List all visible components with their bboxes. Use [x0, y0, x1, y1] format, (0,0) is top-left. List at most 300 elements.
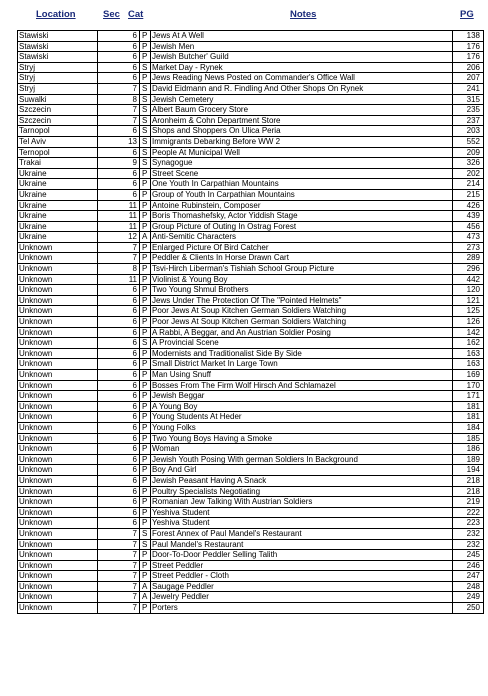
cat-cell: S	[140, 94, 151, 105]
table-row	[18, 73, 484, 84]
sec-cell: 7	[98, 115, 140, 126]
notes-cell: Market Day - Rynek	[151, 62, 453, 73]
cat-cell: S	[140, 528, 151, 539]
notes-cell: Yeshiva Student	[151, 507, 453, 518]
location-cell: Unknown	[18, 518, 98, 529]
header-cat: Cat	[128, 9, 144, 20]
table-row	[18, 327, 484, 338]
sec-cell: 6	[98, 391, 140, 402]
page-cell: 248	[453, 581, 484, 592]
cat-cell: P	[140, 497, 151, 508]
table-row	[18, 338, 484, 349]
location-cell: Suwalki	[18, 94, 98, 105]
table-row	[18, 232, 484, 243]
page-cell: 232	[453, 528, 484, 539]
page-cell: 245	[453, 550, 484, 561]
table-row	[18, 62, 484, 73]
sec-cell: 6	[98, 475, 140, 486]
table-row	[18, 211, 484, 222]
notes-cell: People At Municipal Well	[151, 147, 453, 158]
page-cell: 142	[453, 327, 484, 338]
notes-cell: Immigrants Debarking Before WW 2	[151, 136, 453, 147]
page-cell: 163	[453, 348, 484, 359]
notes-cell: Young Students At Heder	[151, 412, 453, 423]
notes-cell: Poor Jews At Soup Kitchen German Soldiers Watching	[151, 306, 453, 317]
page-cell: 186	[453, 444, 484, 455]
notes-cell: A Young Boy	[151, 401, 453, 412]
notes-cell: Antoine Rubinstein, Composer	[151, 200, 453, 211]
cat-cell: S	[140, 115, 151, 126]
location-cell: Unknown	[18, 507, 98, 518]
page-cell: 218	[453, 475, 484, 486]
table-row	[18, 115, 484, 126]
table-row	[18, 94, 484, 105]
page-cell: 241	[453, 83, 484, 94]
location-cell: Unknown	[18, 348, 98, 359]
cat-cell: P	[140, 31, 151, 42]
table-row	[18, 136, 484, 147]
cat-cell: A	[140, 592, 151, 603]
notes-cell: Two Young Boys Having a Smoke	[151, 433, 453, 444]
notes-cell: Modernists and Traditionalist Side By Side	[151, 348, 453, 359]
cat-cell: P	[140, 200, 151, 211]
page-cell: 125	[453, 306, 484, 317]
notes-cell: Door-To-Door Peddler Selling Talith	[151, 550, 453, 561]
page-cell: 203	[453, 126, 484, 137]
location-cell: Unknown	[18, 401, 98, 412]
notes-cell: Jews Under The Protection Of The "Pointed Helmets"	[151, 295, 453, 306]
location-cell: Unknown	[18, 359, 98, 370]
sec-cell: 6	[98, 31, 140, 42]
page-cell: 473	[453, 232, 484, 243]
sec-cell: 7	[98, 83, 140, 94]
notes-cell: Porters	[151, 603, 453, 614]
index-table	[17, 30, 484, 614]
location-cell: Szczecin	[18, 115, 98, 126]
table-row	[18, 83, 484, 94]
table-row	[18, 179, 484, 190]
location-cell: Ukraine	[18, 200, 98, 211]
notes-cell: A Provincial Scene	[151, 338, 453, 349]
table-row	[18, 539, 484, 550]
notes-cell: Albert Baum Grocery Store	[151, 105, 453, 116]
sec-cell: 6	[98, 497, 140, 508]
notes-cell: Street Peddler - Cloth	[151, 571, 453, 582]
table-row	[18, 285, 484, 296]
cat-cell: P	[140, 412, 151, 423]
location-cell: Ukraine	[18, 179, 98, 190]
table-row	[18, 359, 484, 370]
cat-cell: S	[140, 62, 151, 73]
table-row	[18, 158, 484, 169]
location-cell: Unknown	[18, 560, 98, 571]
sec-cell: 6	[98, 189, 140, 200]
sec-cell: 11	[98, 200, 140, 211]
sec-cell: 7	[98, 592, 140, 603]
notes-cell: Jewish Cemetery	[151, 94, 453, 105]
cat-cell: P	[140, 391, 151, 402]
index-table-body	[18, 31, 484, 614]
cat-cell: P	[140, 422, 151, 433]
cat-cell: S	[140, 147, 151, 158]
location-cell: Unknown	[18, 295, 98, 306]
table-row	[18, 168, 484, 179]
table-row	[18, 528, 484, 539]
header-sec: Sec	[103, 9, 120, 20]
table-row	[18, 295, 484, 306]
table-row	[18, 200, 484, 211]
page-cell: 214	[453, 179, 484, 190]
table-row	[18, 560, 484, 571]
notes-cell: Boy And Girl	[151, 465, 453, 476]
location-cell: Unknown	[18, 486, 98, 497]
table-row	[18, 242, 484, 253]
notes-cell: Woman	[151, 444, 453, 455]
sec-cell: 6	[98, 507, 140, 518]
cat-cell: P	[140, 253, 151, 264]
cat-cell: P	[140, 550, 151, 561]
notes-cell: Poultry Specialists Negotiating	[151, 486, 453, 497]
table-row	[18, 31, 484, 42]
notes-cell: Jewish Peasant Having A Snack	[151, 475, 453, 486]
location-cell: Unknown	[18, 550, 98, 561]
cat-cell: P	[140, 380, 151, 391]
notes-cell: Tsvi-Hirch Liberman's Tishiah School Group Picture	[151, 264, 453, 275]
cat-cell: S	[140, 158, 151, 169]
location-cell: Unknown	[18, 274, 98, 285]
cat-cell: P	[140, 285, 151, 296]
location-cell: Szczecin	[18, 105, 98, 116]
page-cell: 223	[453, 518, 484, 529]
sec-cell: 11	[98, 221, 140, 232]
location-cell: Unknown	[18, 370, 98, 381]
table-row	[18, 264, 484, 275]
location-cell: Unknown	[18, 444, 98, 455]
cat-cell: P	[140, 264, 151, 275]
location-cell: Stawiski	[18, 41, 98, 52]
notes-cell: Poor Jews At Soup Kitchen German Soldiers Watching	[151, 317, 453, 328]
page-cell: 138	[453, 31, 484, 42]
table-row	[18, 147, 484, 158]
sec-cell: 12	[98, 232, 140, 243]
location-cell: Stryj	[18, 62, 98, 73]
sec-cell: 8	[98, 94, 140, 105]
cat-cell: P	[140, 179, 151, 190]
location-cell: Unknown	[18, 454, 98, 465]
location-cell: Unknown	[18, 242, 98, 253]
location-cell: Unknown	[18, 380, 98, 391]
page-cell: 209	[453, 147, 484, 158]
sec-cell: 6	[98, 126, 140, 137]
sec-cell: 8	[98, 264, 140, 275]
notes-cell: One Youth In Carpathian Mountains	[151, 179, 453, 190]
notes-cell: David Eidmann and R. Findling And Other Shops On Rynek	[151, 83, 453, 94]
notes-cell: Small District Market In Large Town	[151, 359, 453, 370]
notes-cell: Saugage Peddler	[151, 581, 453, 592]
notes-cell: Enlarged Picture Of Bird Catcher	[151, 242, 453, 253]
notes-cell: Paul Mandel's Restaurant	[151, 539, 453, 550]
notes-cell: Aronheim & Cohn Department Store	[151, 115, 453, 126]
cat-cell: S	[140, 338, 151, 349]
cat-cell: P	[140, 242, 151, 253]
sec-cell: 6	[98, 422, 140, 433]
page-cell: 206	[453, 62, 484, 73]
page-cell: 326	[453, 158, 484, 169]
cat-cell: P	[140, 571, 151, 582]
location-cell: Unknown	[18, 338, 98, 349]
notes-cell: Shops and Shoppers On Ulica Peria	[151, 126, 453, 137]
cat-cell: S	[140, 136, 151, 147]
location-cell: Unknown	[18, 253, 98, 264]
sec-cell: 6	[98, 486, 140, 497]
table-row	[18, 41, 484, 52]
location-cell: Stawiski	[18, 31, 98, 42]
header-location: Location	[36, 9, 76, 20]
sec-cell: 6	[98, 401, 140, 412]
table-row	[18, 571, 484, 582]
location-cell: Unknown	[18, 528, 98, 539]
notes-cell: Forest Annex of Paul Mandel's Restaurant	[151, 528, 453, 539]
notes-cell: Violinist & Young Boy	[151, 274, 453, 285]
header-notes: Notes	[290, 9, 317, 20]
cat-cell: P	[140, 317, 151, 328]
notes-cell: Man Using Snuff	[151, 370, 453, 381]
notes-cell: Group Picture of Outing In Ostrag Forest	[151, 221, 453, 232]
page-cell: 246	[453, 560, 484, 571]
table-row	[18, 444, 484, 455]
notes-cell: Young Folks	[151, 422, 453, 433]
sec-cell: 6	[98, 168, 140, 179]
cat-cell: P	[140, 507, 151, 518]
cat-cell: P	[140, 274, 151, 285]
notes-cell: Romanian Jew Talking With Austrian Soldiers	[151, 497, 453, 508]
table-row	[18, 274, 484, 285]
sec-cell: 7	[98, 571, 140, 582]
notes-cell: Jewish Butcher' Guild	[151, 52, 453, 63]
cat-cell: A	[140, 232, 151, 243]
page-cell: 232	[453, 539, 484, 550]
sec-cell: 6	[98, 306, 140, 317]
cat-cell: P	[140, 560, 151, 571]
cat-cell: P	[140, 168, 151, 179]
cat-cell: P	[140, 52, 151, 63]
notes-cell: Jews Reading News Posted on Commander's Office Wall	[151, 73, 453, 84]
page-cell: 237	[453, 115, 484, 126]
table-row	[18, 126, 484, 137]
cat-cell: A	[140, 581, 151, 592]
location-cell: Ukraine	[18, 232, 98, 243]
notes-cell: A Rabbi, A Beggar, and An Austrian Soldier Posing	[151, 327, 453, 338]
sec-cell: 11	[98, 274, 140, 285]
cat-cell: P	[140, 359, 151, 370]
location-cell: Stawiski	[18, 52, 98, 63]
page-cell: 222	[453, 507, 484, 518]
table-row	[18, 475, 484, 486]
cat-cell: S	[140, 126, 151, 137]
notes-cell: Anti-Semitic Characters	[151, 232, 453, 243]
page-cell: 194	[453, 465, 484, 476]
notes-cell: Street Peddler	[151, 560, 453, 571]
cat-cell: P	[140, 348, 151, 359]
notes-cell: Two Young Shmul Brothers	[151, 285, 453, 296]
page-cell: 456	[453, 221, 484, 232]
location-cell: Unknown	[18, 327, 98, 338]
table-row	[18, 592, 484, 603]
location-cell: Unknown	[18, 592, 98, 603]
location-cell: Unknown	[18, 581, 98, 592]
table-row	[18, 603, 484, 614]
page-cell: 552	[453, 136, 484, 147]
page-cell: 219	[453, 497, 484, 508]
notes-cell: Jews At A Well	[151, 31, 453, 42]
cat-cell: P	[140, 486, 151, 497]
sec-cell: 7	[98, 581, 140, 592]
sec-cell: 6	[98, 412, 140, 423]
cat-cell: P	[140, 73, 151, 84]
cat-cell: P	[140, 221, 151, 232]
notes-cell: Peddler & Clients In Horse Drawn Cart	[151, 253, 453, 264]
table-row	[18, 189, 484, 200]
notes-cell: Jewish Men	[151, 41, 453, 52]
notes-cell: Jewelry Peddler	[151, 592, 453, 603]
location-cell: Trakai	[18, 158, 98, 169]
page-cell: 185	[453, 433, 484, 444]
page-cell: 202	[453, 168, 484, 179]
page-cell: 442	[453, 274, 484, 285]
sec-cell: 6	[98, 433, 140, 444]
page-cell: 126	[453, 317, 484, 328]
table-row	[18, 486, 484, 497]
cat-cell: P	[140, 41, 151, 52]
page-cell: 121	[453, 295, 484, 306]
page-cell: 176	[453, 41, 484, 52]
sec-cell: 7	[98, 550, 140, 561]
sec-cell: 6	[98, 454, 140, 465]
location-cell: Stryj	[18, 83, 98, 94]
notes-cell: Jewish Youth Posing With german Soldiers In Background	[151, 454, 453, 465]
cat-cell: P	[140, 433, 151, 444]
page-cell: 215	[453, 189, 484, 200]
sec-cell: 6	[98, 465, 140, 476]
sec-cell: 7	[98, 253, 140, 264]
table-row	[18, 391, 484, 402]
sec-cell: 7	[98, 242, 140, 253]
sec-cell: 7	[98, 560, 140, 571]
page-cell: 170	[453, 380, 484, 391]
table-row	[18, 348, 484, 359]
location-cell: Tarnopol	[18, 126, 98, 137]
cat-cell: P	[140, 401, 151, 412]
table-row	[18, 253, 484, 264]
table-row	[18, 550, 484, 561]
page-cell: 249	[453, 592, 484, 603]
sec-cell: 7	[98, 539, 140, 550]
sec-cell: 6	[98, 41, 140, 52]
table-row	[18, 317, 484, 328]
page-cell: 120	[453, 285, 484, 296]
notes-cell: Group of Youth In Carpathian Mountains	[151, 189, 453, 200]
sec-cell: 13	[98, 136, 140, 147]
page-cell: 171	[453, 391, 484, 402]
table-row	[18, 507, 484, 518]
page-cell: 315	[453, 94, 484, 105]
location-cell: Tel Aviv	[18, 136, 98, 147]
table-row	[18, 401, 484, 412]
page-cell: 163	[453, 359, 484, 370]
cat-cell: P	[140, 370, 151, 381]
cat-cell: P	[140, 465, 151, 476]
sec-cell: 7	[98, 603, 140, 614]
sec-cell: 6	[98, 370, 140, 381]
sec-cell: 6	[98, 285, 140, 296]
table-row	[18, 370, 484, 381]
sec-cell: 11	[98, 211, 140, 222]
table-row	[18, 497, 484, 508]
sec-cell: 6	[98, 359, 140, 370]
location-cell: Ternopol	[18, 147, 98, 158]
table-row	[18, 306, 484, 317]
sec-cell: 6	[98, 338, 140, 349]
sec-cell: 6	[98, 317, 140, 328]
cat-cell: P	[140, 454, 151, 465]
sec-cell: 6	[98, 444, 140, 455]
page-cell: 218	[453, 486, 484, 497]
page-cell: 289	[453, 253, 484, 264]
page-cell: 296	[453, 264, 484, 275]
table-row	[18, 221, 484, 232]
cat-cell: P	[140, 189, 151, 200]
page-cell: 247	[453, 571, 484, 582]
sec-cell: 6	[98, 327, 140, 338]
location-cell: Stryj	[18, 73, 98, 84]
table-row	[18, 465, 484, 476]
page-cell: 176	[453, 52, 484, 63]
cat-cell: P	[140, 327, 151, 338]
sec-cell: 6	[98, 62, 140, 73]
location-cell: Unknown	[18, 475, 98, 486]
page-cell: 181	[453, 412, 484, 423]
sec-cell: 6	[98, 73, 140, 84]
sec-cell: 6	[98, 147, 140, 158]
cat-cell: S	[140, 539, 151, 550]
sec-cell: 6	[98, 179, 140, 190]
notes-cell: Synagogue	[151, 158, 453, 169]
location-cell: Unknown	[18, 539, 98, 550]
location-cell: Ukraine	[18, 168, 98, 179]
cat-cell: P	[140, 603, 151, 614]
location-cell: Unknown	[18, 433, 98, 444]
location-cell: Unknown	[18, 465, 98, 476]
table-row	[18, 105, 484, 116]
table-row	[18, 518, 484, 529]
cat-cell: P	[140, 444, 151, 455]
sec-cell: 7	[98, 105, 140, 116]
location-cell: Unknown	[18, 571, 98, 582]
notes-cell: Street Scene	[151, 168, 453, 179]
page-cell: 184	[453, 422, 484, 433]
notes-cell: Boris Thomashefsky, Actor Yiddish Stage	[151, 211, 453, 222]
table-row	[18, 454, 484, 465]
table-row	[18, 380, 484, 391]
page-cell: 235	[453, 105, 484, 116]
table-row	[18, 581, 484, 592]
table-row	[18, 422, 484, 433]
cat-cell: P	[140, 518, 151, 529]
location-cell: Unknown	[18, 391, 98, 402]
location-cell: Unknown	[18, 317, 98, 328]
location-cell: Unknown	[18, 285, 98, 296]
location-cell: Unknown	[18, 412, 98, 423]
